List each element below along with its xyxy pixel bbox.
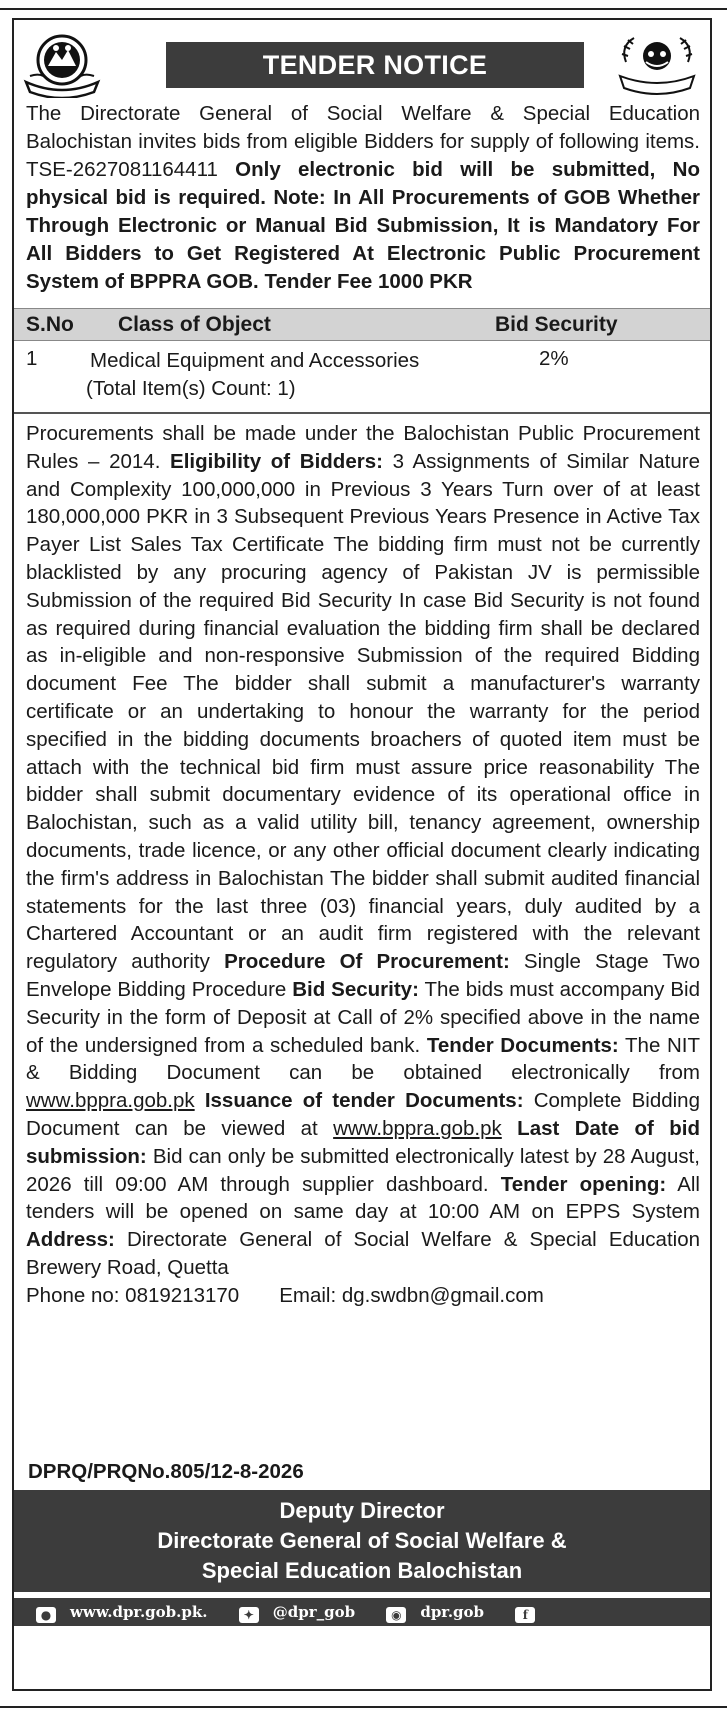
tender-documents-heading: Tender Documents:: [426, 1033, 619, 1057]
instagram-icon: ◉: [386, 1607, 406, 1623]
reference-number: DPRQ/PRQNo.805/12-8-2026: [28, 1460, 304, 1483]
contact-line: [14, 1282, 710, 1310]
procedure-text: Single Stage Two Envelope Bidding Procedure: [26, 950, 700, 1001]
column-header-sno: S.No: [26, 312, 74, 336]
row-item-name: Medical Equipment and Accessories: [90, 349, 420, 372]
row-security: 2%: [539, 347, 569, 370]
social-footer: [14, 1598, 710, 1649]
address-text: Directorate General of Social Welfare & Special Education Brewery Road, Quetta: [26, 1228, 700, 1279]
email-address[interactable]: Email: dg.swdbn@gmail.com: [279, 1283, 544, 1307]
column-header-security: Bid Security: [495, 312, 618, 336]
table-header-row: [14, 309, 710, 341]
address-heading: Address:: [26, 1228, 115, 1252]
instagram-handle[interactable]: dpr.gob: [420, 1603, 485, 1621]
twitter-item[interactable]: [239, 1603, 369, 1621]
eligibility-text: 3 Assignments of Similar Nature and Complexity 100,000,000 in Previous 3 Years Turn over of at least 180,000,000 PKR in 3 Subsequent Previous Years Presence in Active Tax Payer List Sales Tax Certificate The bidding firm must not be currently blacklisted by any procuring agency of Pakistan JV is permissible Submission of the required Bid Security In case Bid Security is not found as required during financial evaluation the bidding firm shall be declared as in-eligible and non-responsive Submission of the required Bidding document Fee The bidder shall submit a manufacturer's warranty certificate or an undertaking to honour the warranty for the period specified in the bidding documents broachers of quoted item must be attach with the technical bid firm must assure price reasonability The bidder shall submit documentary evidence of its operational office in Balochistan, such as a valid utility bill, tenancy agreement, ownership documents, trade licence, or any other official document clearly indicating the firm's address in Balochistan The bidder shall submit audited financial statements for the last three (03) financial years, duly audited by a Chartered Accountant or an audit firm registered with the relevant regulatory authority: [26, 449, 701, 974]
items-table: [14, 308, 710, 404]
bid-security-heading: Bid Security:: [292, 977, 419, 1001]
signature-block: [14, 1490, 710, 1592]
intro-paragraph: [14, 100, 710, 296]
phone-number: Phone no: 0819213170: [26, 1283, 240, 1307]
department-logo-icon: [614, 32, 700, 98]
bppra-link-2[interactable]: www.bppra.gob.pk: [333, 1116, 502, 1140]
signatory-office-line1: Directorate General of Social Welfare &: [157, 1528, 567, 1553]
top-rule: [0, 8, 727, 10]
terms-paragraph: [14, 414, 710, 1282]
page-title: TENDER NOTICE: [166, 42, 584, 88]
tender-notice: [12, 18, 712, 1691]
table-divider: [14, 404, 710, 414]
column-header-class: Class of Object: [118, 312, 271, 336]
website-item[interactable]: [36, 1603, 221, 1621]
spacer-text: [195, 1089, 205, 1112]
last-date-heading: Last Date of bid submission:: [26, 1116, 700, 1168]
spacer-text: [502, 1117, 517, 1140]
bottom-rule: [0, 1706, 727, 1708]
facebook-handle[interactable]: @dgpr.balochistan: [36, 1631, 192, 1649]
government-emblem-icon: [22, 32, 102, 98]
facebook-icon: f: [515, 1607, 535, 1623]
signatory-office-line2: Special Education Balochistan: [201, 1558, 523, 1583]
issuance-heading: Issuance of tender Documents:: [204, 1089, 524, 1113]
table-row: [14, 341, 710, 405]
globe-icon: ●: [36, 1607, 56, 1623]
row-sno: 1: [26, 347, 38, 370]
notice-header: [14, 20, 710, 100]
last-date-text: Bid can only be submitted electronically latest by 28 August, 2026 till 09:00 AM through supplier dashboard.: [26, 1144, 700, 1196]
row-item-count: (Total Item(s) Count: 1): [86, 377, 296, 400]
instagram-item[interactable]: [386, 1603, 498, 1621]
intro-notice-text: Only electronic bid will be submitted, No physical bid is required. Note: In All Procurements of GOB Whether Through Electronic or Manual Bid Submission, It is Mandatory For All Bidders to Get Registered At Electronic Public Procurement System of BPPRA GOB. Tender Fee 1000 PKR: [26, 158, 700, 293]
website-link[interactable]: www.dpr.gob.pk.: [70, 1603, 208, 1621]
bppra-link[interactable]: www.bppra.gob.pk: [26, 1089, 195, 1113]
procedure-heading: Procedure Of Procurement:: [224, 950, 510, 974]
terms-text: Procurements shall be made under the Balochistan Public Procurement Rules – 2014.: [26, 422, 700, 473]
twitter-icon: ✦: [239, 1607, 259, 1623]
signatory-title: Deputy Director: [279, 1498, 445, 1523]
issuance-text: Complete Bidding Document can be viewed at: [26, 1089, 700, 1140]
bid-security-text: The bids must accompany Bid Security in the form of Deposit at Call of 2% specified above in the name of the undersigned from a scheduled bank.: [26, 977, 700, 1057]
tender-opening-text: All tenders will be opened on same day at 10:00 AM on EPPS System: [26, 1172, 700, 1224]
tender-opening-heading: Tender opening:: [500, 1172, 667, 1196]
tender-documents-text: The NIT & Bidding Document can be obtained electronically from: [26, 1033, 700, 1085]
row-item: [86, 341, 495, 405]
twitter-handle[interactable]: @dpr_gob: [272, 1603, 356, 1621]
intro-text: The Directorate General of Social Welfare & Special Education Balochistan invites bids from eligible Bidders for supply of following items. TSE-2627081164411: [26, 102, 700, 181]
eligibility-heading: Eligibility of Bidders:: [170, 449, 383, 473]
